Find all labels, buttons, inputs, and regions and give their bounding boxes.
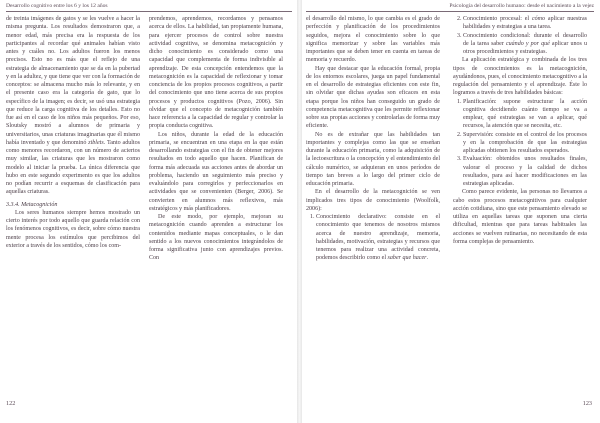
- paragraph: de treinta imágenes de gatos y se les vuelve a hacer la misma pregunta. Los resultados demostraron que, a menor edad, más precisa era la respuesta de los participantes al recordar qué animales habían visto antes y cuáles no. Los adultos fueron los menos precisos. Esto no es más que el reflejo de una estrategia de almacenamiento que se da en la pubertad y en la adultez, y que tiene que ver con la formación de conceptos: se almacena mucho más lo relevante, y en el presente caso era la categoría de gato, que lo específico de la imagen; es decir, se usó una estrategia que reduce la carga cognitiva de los detalles. Esto no fue así en el caso de los niños más pequeños. Por eso, Sloutsky mostró a alumnos de primaria y universitarios, unas criaturas imaginarias que él mismo había inventado y que denominó ziblets. Tanto adultos como menores recordaron, con un número de aciertos muy similar, las criaturas que les mostraron como modelo al iniciar la prueba. La única diferencia que hubo en este segundo experimento es que los adultos no podían recurrir a esquemas de clasificación para aquellas criaturas.: [6, 16, 140, 196]
- skills-list: [453, 98, 587, 189]
- paragraph: En el desarrollo de la metacognición se ven implicados tres tipos de conocimiento (Woolfolk, 2006):: [306, 189, 440, 212]
- running-head-left: Desarrollo cognitivo entre los 6 y los 12 años: [6, 3, 108, 9]
- emphasis: ziblets: [88, 139, 104, 146]
- paragraph: Hay que destacar que la educación formal, propia de los entornos escolares, juega un papel fundamental en el desarrollo de estrategias eficientes con este fin, sin olvidar que dichas ayudas son eficaces en esta etapa porque los niños han conseguido un grado de competencia metacognitiva que les permite reflexionar sobre sus propias acciones y controlarlas de forma muy eficiente.: [306, 65, 440, 130]
- list-item: 2. Conocimiento procesal: el cómo aplicar nuestras habilidades y estrategias a una tarea.: [463, 15, 587, 32]
- right-page-column-2: [453, 15, 587, 395]
- left-page-column-1: [6, 15, 140, 395]
- page-number-left: 122: [6, 400, 16, 407]
- list-item: 1. Planificación: supone estructurar la acción cognitiva decidiendo cuánto tiempo se va a emplear, qué estrategias se van a aplicar, qué recursos, la atención que se necesita, etc.: [463, 98, 587, 131]
- paragraph: Los niños, durante la edad de la educación primaria, se encuentran en una etapa en la que están desarrollando estrategias con el fin de obtener mejores resultados en todo aquello que hacen. Planifican de forma más adecuada sus acciones antes de abordar un problema, haciendo un seguimiento más preciso y evaluándolo para corregirlos y perfeccionarlos en actividades que se convenienten (Berger, 2006). Se convierten en alumnos más reflexivos, más estratégicos y más planificadores.: [149, 131, 283, 212]
- right-page: [301, 0, 600, 423]
- paragraph: La aplicación estratégica y combinada de los tres tipos de conocimientos es la metacognición, ayudándonos, pues, el conocimiento metacognitivo a la regulación del pensamiento y el aprendizaje. Éste lo logramos a través de tres habilidades básicas:: [453, 57, 587, 97]
- left-page: [0, 0, 298, 423]
- paragraph: Como parece evidente, las personas no llevamos a cabo estos procesos metacognitivos para cualquier acción cotidiana, sino que este pensamiento elevado se utiliza en aquellas tareas que suponen una cierta dificultad, mientras que para tareas habituales las acciones se vuelven rutinarias, no necesitando de esta forma complejas de pensamiento.: [453, 189, 587, 245]
- list-item: 3. Evaluación: obtenidos unos resultados finales, valorar el proceso y la calidad de dichos resultados, para así hacer modificaciones en las estrategias aplicadas.: [463, 155, 587, 188]
- running-head-right: Psicología del desarrollo humano: desde el nacimiento a la vejez: [449, 3, 594, 9]
- right-page-column-1: [306, 15, 440, 395]
- paragraph: el desarrollo del mismo, lo que cambia es el grado de perfección y planificación de los procedimientos seguidos, mejora el conocimiento sobre lo que significa memorizar y sobre las variables más importantes que se deben tener en cuenta en tareas de memoria y recuerdo.: [306, 16, 440, 64]
- header-rule-right: [306, 11, 594, 12]
- paragraph: prendemos, aprendemos, recordamos y pensamos acerca de ellos. La habilidad, tan propiamente humana, para ejercer procesos de control sobre nuestra actividad cognitiva, se denomina metacognición y dicho conocimiento es considerado como una capacidad que complementa de forma indivisible al aprendizaje. De esta concepción entendemos que la metacognición es la capacidad de reflexionar y tomar conciencia de los propios procesos cognitivos, a partir del conocimiento que uno tiene acerca de sus propios procesos y productos cognitivos (Pozo, 2006). Sin olvidar que el concepto de metacognición también hace referencia a la capacidad de regular y controlar la propia conducta cognitiva.: [149, 16, 283, 130]
- section-heading: 3.3.4. Metacognición: [6, 201, 58, 208]
- knowledge-list-continued: [453, 15, 587, 56]
- paragraph: De este modo, por ejemplo, mejoran su metacognición cuando aprenden a estructurar los contenidos mediante mapas conceptuales, o le dan sentido a los nuevos conocimientos integrándolos de forma significativa junto con aprendizajes previos. Con: [149, 214, 283, 262]
- list-item: 1. Conocimiento declarativo: consiste en el conocimiento que tenemos de nosotros mismos acerca de nuestro aprendizaje, memoria, habilidades, motivación, estrategias y recursos que tenemos para realizar una actividad concreta, podemos describirlo como el saber que hacer.: [316, 213, 440, 263]
- page-number-right: 123: [582, 400, 592, 407]
- list-item: 2. Supervisión: consiste en el control de los procesos y en la comprobación de que las estrategias aplicadas obtienen los resultados esperados.: [463, 131, 587, 156]
- left-page-column-2: [149, 15, 283, 395]
- list-item: 3. Conocimiento condicional: durante el desarrollo de la tarea saber cuándo y por qué aplicar unos u otros procedimientos y estrategias.: [463, 32, 587, 57]
- knowledge-list: [306, 213, 440, 263]
- header-rule-left: [6, 11, 292, 12]
- paragraph: Los seres humanos siempre hemos mostrado un cierto interés por todo aquello que guarda relación con los fenómenos cognitivos, es decir, sobre cómo nuestra mente procesa los estímulos que percibimos del exterior a través de los sentidos, cómo los com-: [6, 209, 140, 249]
- paragraph: No es de extrañar que las habilidades tan importantes y complejas como las que se enseñan durante la educación primaria, como la adquisición de la lectoescritura o la concepción y el entendimiento del cálculo numérico, se adquieran en unos períodos de tiempo tan breves a lo largo del primer ciclo de educación primaria.: [306, 131, 440, 187]
